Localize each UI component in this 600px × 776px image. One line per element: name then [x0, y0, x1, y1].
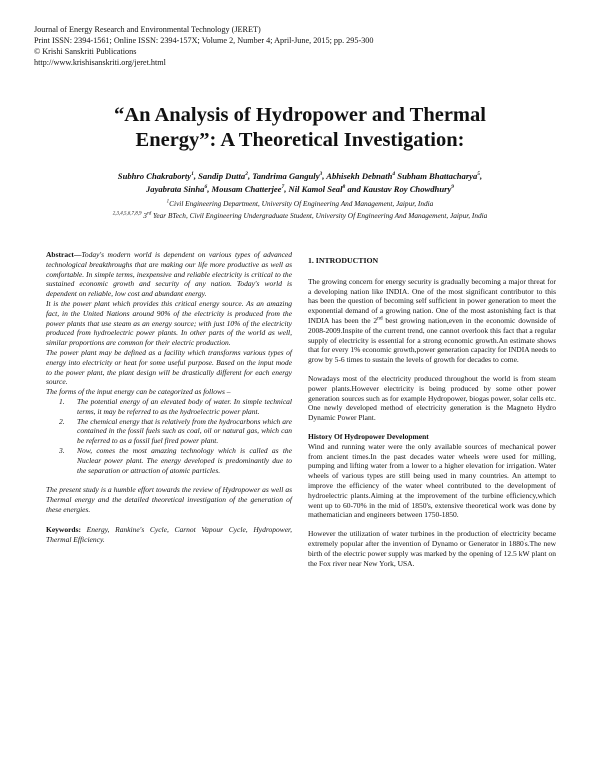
author: Mousam Chatterjee	[211, 184, 282, 194]
section-heading: 1. INTRODUCTION	[308, 256, 379, 265]
title-line-2: Energy”: A Theoretical Investigation:	[135, 129, 465, 151]
journal-issn: Print ISSN: 2394-1561; Online ISSN: 2394-157X; Volume 2, Number 4; April-June, 2015; pp. 295-300	[34, 36, 374, 45]
title-line-1: “An Analysis of Hydropower and Thermal	[114, 104, 486, 126]
affiliation-2: $^{2,3,4,5,6,7,8,9}$ 3rd Year BTech, Civil Engineering Undergraduate Student, University Of Engineering And Management, Jaipur, India	[112, 211, 488, 220]
publisher: © Krishi Sanskriti Publications	[34, 47, 137, 56]
abstract-paragraph: It is the power plant which provides this critical energy source. As an amazing fact, in the United Nations around 90% of the electricity is produced from the power plants that use steam as an energy source; with just 10% of the electricity produced from hydroelectric power plants. In other parts of the world as well, similar proportions are common for their electric production.	[46, 298, 292, 348]
abstract-paragraph: The present study is a humble effort towards the review of Hydropower as well as Thermal energy and the detailed theoretical investigation of the generation of these energies.	[46, 485, 292, 514]
journal-name: Journal of Energy Research and Environmental Technology (JERET)	[34, 25, 261, 34]
list-item: 2. The chemical energy that is relatively from the hydrocarbons which are contained in the fossil fuels such as coal, oil or natural gas, which can be referred to as a fossil fuel fired power plant.	[59, 416, 292, 446]
keywords-label: Keywords:	[46, 524, 81, 534]
body-paragraph: However the utilization of water turbines in the production of electricity became extremely popular after the invention of Dynamo or Generator in 1880's.The new birth of the electric power supply was marked by the opening of 12.5 kW plant on the Fox river near New York, USA.	[308, 529, 556, 568]
abstract-paragraph: The power plant may be defined as a facility which transforms various types of energy into electricity or heat for some useful purpose. Based on the input mode to the power plant, the plant design will be drastically different for each energy source.	[46, 347, 292, 387]
subsection-heading: History Of Hydropower Development	[308, 431, 429, 441]
body-paragraph: The growing concern for energy security is gradually becoming a major threat for a developing nation like INDIA. One of the most significant contributor to this has been the question of becoming self sufficient in power generation to meet the exponential demand of a growing nation. One of the most astonishing fact is that INDIA has been the 2nd best growing nation,even in the economic downside of 2008-2009.Inspite of the current trend, one cannot overlook this fact that a regular supply of electricity is essential for a strong economic growth.An estimate shows that for every 1% economic growth,power generation capacity for INDIA needs to grow by 5-6 times to sustain the levels of growth for decades to come.	[308, 276, 556, 365]
body-paragraph: Wind and running water were the only available sources of mechanical power from ancient times.In the past decades water wheels were used for milling, pumping and lifting water from a lower to a higher elevation for irrigation. Water wheels of various types are still being used in many countries. An attempt to improve the efficiency of the water wheel contributed to the development of hydroelectric plants.Aiming at the improvement of the turbine efficiency,which went up to 60-70% in the mid of 1850's, extensive theoretical work was done by mathematician and engineers between 1750-1850.	[308, 441, 556, 520]
abstract-column	[46, 250, 292, 544]
author: Kaustav Roy Chowdhury	[362, 184, 452, 194]
affiliation-1: $^1$Civil Engineering Department, University Of Engineering And Management, Jaipur, India	[166, 199, 434, 208]
abstract-paragraph: Abstract—Today's modern world is dependent on various types of advanced technological breakthroughs that are making our life more productive as well as comfortable. In simple terms, inexpensive and reliable electricity is critical to the sustained economic growth and security of any nation. Today's world is dependent on reliable, low cost and abundant energy.	[46, 250, 292, 299]
abstract-paragraph: The forms of the input energy can be categorized as follows –	[46, 387, 231, 397]
author: Subhro Chakraborty	[117, 171, 192, 181]
energy-forms-list	[46, 397, 292, 475]
author: Tandrima Ganguly	[252, 171, 320, 181]
author: Sandip Dutta	[198, 171, 246, 181]
author: Nil Kamol Seal	[288, 184, 343, 194]
keywords: Keywords: Energy, Rankine's Cycle, Carnot Vapour Cycle, Hydropower, Thermal Efficiency.	[46, 524, 292, 544]
journal-url[interactable]: http://www.krishisanskriti.org/jeret.html	[34, 58, 166, 67]
list-item: 3. Now, comes the most amazing technology which is called as the Nuclear power plant. The energy developed is predominantly due to the separation or attraction of atomic particles.	[59, 445, 292, 475]
abstract-label: Abstract—	[46, 250, 82, 259]
paper-title	[0, 103, 600, 153]
introduction-column	[308, 250, 556, 577]
journal-header	[34, 24, 373, 68]
author-list: Subhro Chakraborty$^1$, Sandip Dutta$^2$, Tandrima Ganguly$^3$, Abhisekh Debnath$^4$ Subham Bhattacharya$^5$, Jayabrata Sinha$^6$, Mousam Chatterjee$^7$, Nil Kamol Seal$^8$ and Kaustav Roy Chowdhury$^9$	[117, 171, 483, 194]
author: Jayabrata Sinha	[145, 184, 205, 194]
author: Abhisekh Debnath	[326, 171, 393, 181]
list-item: 1. The potential energy of an elevated body of water. In simple technical terms, it may be referred to as the hydroelectric power plant.	[59, 396, 292, 416]
affiliations	[0, 198, 600, 222]
body-paragraph: Nowadays most of the electricity produced throughout the world is from steam power plants.However electricity is being produced by some other power generation sources such as for example Hydropower, biogas power, solar cells etc. One newly developed method of electricity generation is the Magneto Hydro Dynamic Power Plant.	[308, 373, 556, 423]
author: Subham Bhattacharya	[397, 171, 478, 181]
